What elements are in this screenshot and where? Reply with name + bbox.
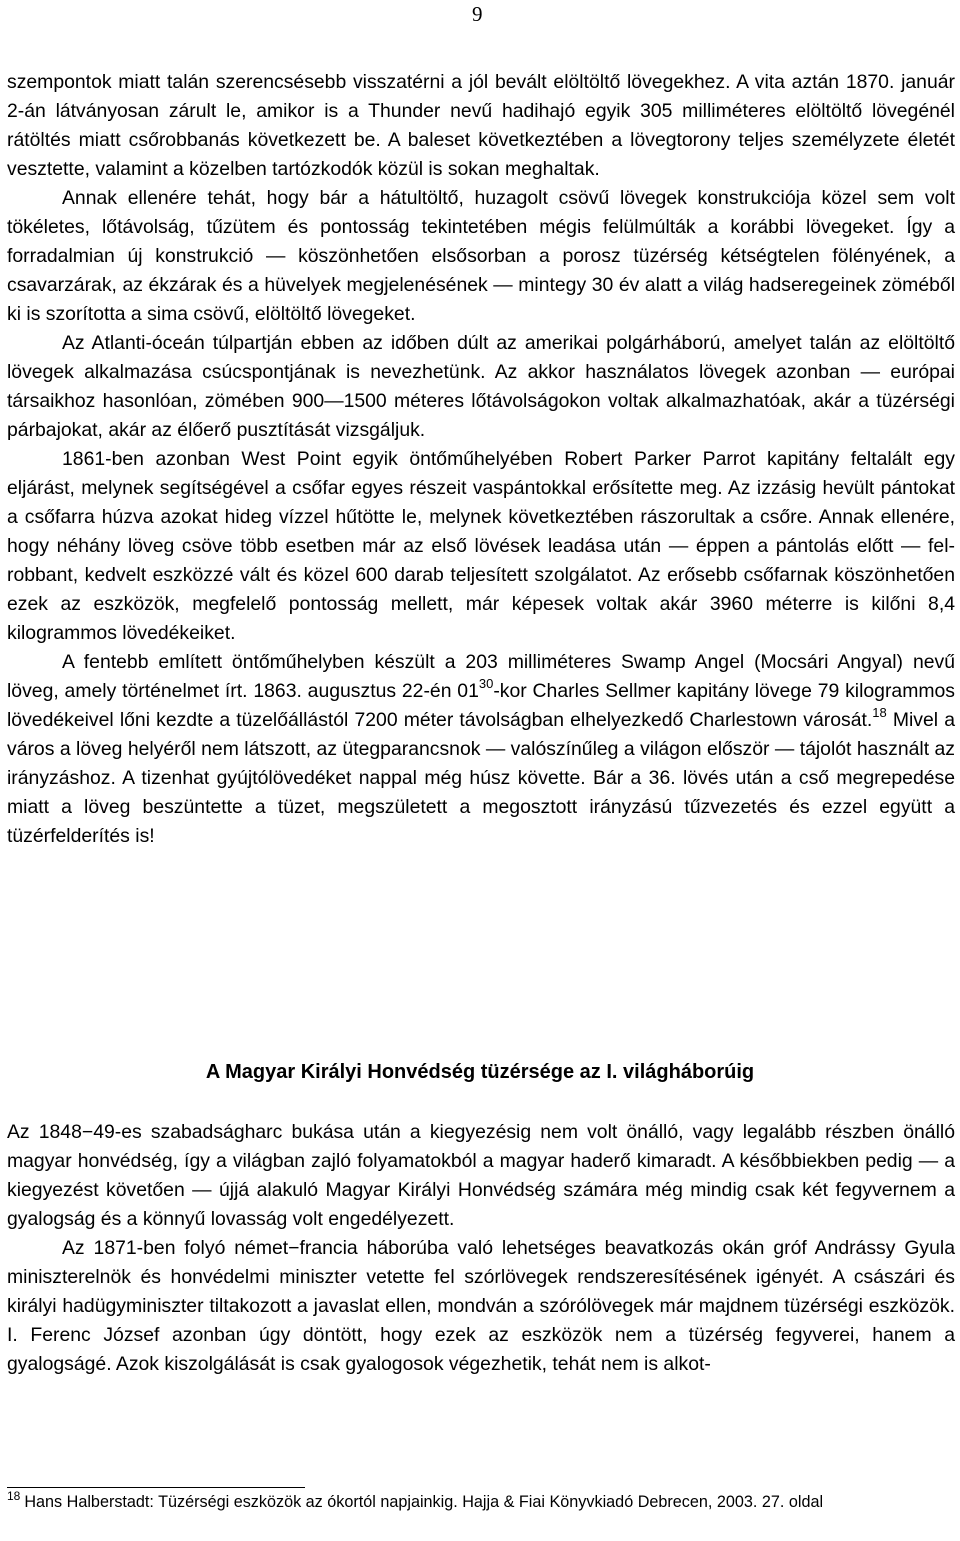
paragraph-1 bbox=[7, 68, 955, 184]
body-text-top bbox=[7, 68, 955, 851]
paragraph-7: Az 1871-ben folyó német−francia háborúba való lehetséges beavatkozás okán gróf Andrássy Gyula miniszterelnök és honvédelmi miniszter vetette fel szórlövegek rendszeresítésének igényét. A császári és királyi hadügyminiszter tiltakozott a javaslat ellen, mondván a szórólövegek már majdnem tüzérségi eszközök. I. Ferenc József azonban úgy döntött, hogy ezek az eszközök nem a tüzérség fegyverei, hanem a gyalogságé. Azok kiszolgálását is csak gyalogosok végezhetik, tehát nem is alkot- bbox=[7, 1237, 955, 1375]
paragraph-5 bbox=[7, 648, 955, 851]
footnote-marker: 18 bbox=[7, 1489, 21, 1503]
time-superscript: 30 bbox=[478, 676, 494, 691]
paragraph-4: 1861-ben azonban West Point egyik öntőműhelyében Robert Parker Parrot kapitány feltalált egy eljárást, melynek segítségével a csőfar egyes részeit vaspántokkal erősítette meg. Az izzásig hevült pántokat a csőfarra húzva azokat hideg vízzel hűtötte le, melynek következtében rászorultak a csőre. Annak ellenére, hogy néhány löveg csöve több esetben már az első lövések leadása után — éppen a pántolás előtt — felrobbant, kedvelt eszközzé vált és közel 600 darab teljesített szolgálatot. Az erősebb csőfarnak köszönhetően ezek az eszközök, megfelelő pontosság mellett, már képesek voltak akár 3960 méterre is kilőni 8,4 kilogrammos lövedékeiket. bbox=[7, 448, 955, 644]
footnote-divider bbox=[7, 1487, 305, 1488]
paragraph-5-part-3: Mivel a város a löveg helyéről nem látszott, az ütegparancsnok — valószínűleg a világon először — tájolót használt az irányzáshoz. A tizenhat gyújtólövedéket nappal még húsz követte. Bár a 36. lövés után a cső megrepedése miatt a löveg beszüntette a tüzet, megszületett a megosztott irányzású tűzvezetés és ezzel együtt a tüzérfelderítés is! bbox=[7, 709, 955, 847]
paragraph-3: Az Atlanti-óceán túlpartján ebben az időben dúlt az amerikai polgárháború, amelyet talán az elöltöltő lövegek alkalmazása csúcspontjának is nevezhetünk. Az akkor használatos lövegek azonban — európai társaikhoz hasonlóan, zömében 900—1500 méteres lőtávolságokon voltak alkalmazhatóak, akár a tüzérségi párbajokat, akár az élőerő pusztítását vizsgáljuk. bbox=[7, 332, 955, 441]
section-heading: A Magyar Királyi Honvédség tüzérsége az I. világháborúig bbox=[205, 1061, 755, 1083]
paragraph-2: Annak ellenére tehát, hogy bár a hátultöltő, huzagolt csövű lövegek konstrukciója közel sem volt tökéletes, lőtávolság, tűzütem és pontosság tekintetében mégis felülmúlták a korábbi lövegeket. Így a forradalmian új konstrukció — köszönhetően elsősorban a porosz tüzérség kétségtelen fölényének, a csavarzárak, az ékzárak és a hüvelyek megjelenésének — mintegy 30 év alatt a világ hadseregeinek zöméből ki is szorította a sima csövű, elöltöltő lövegeket. bbox=[7, 187, 955, 325]
paragraph-1-part-2: A baleset következtében a lövegtorony teljes személyzete életét vesztette, valamint a közelben tartózkodók közül is sokan meghaltak. bbox=[7, 129, 955, 180]
footnote-text: Hans Halberstadt: Tüzérségi eszközök az ókortól napjainkig. Hajja & Fiai Könyvkiadó Debrecen, 2003. 27. oldal bbox=[24, 1493, 824, 1511]
paragraph-1-part-1: szempontok miatt talán szerencsésebb visszatérni a jól bevált elöltöltő lövegekhez. A vita aztán 1870. január 2-án látványosan zárult le, amikor is a Thunder nevű hadihajó egyik 305 milliméteres elöltöltő lövegénél rátöltés miatt csőrobbanás következett be. bbox=[7, 71, 955, 151]
paragraph-5-part-2: -kor Charles Sellmer kapitány lövege 79 kilogrammos lövedékeivel lőni kezdte a tüzelőállástól 7200 méter távolságban elhelyezkedő Charlestown városát. bbox=[7, 680, 955, 731]
page-number: 9 bbox=[472, 2, 483, 26]
paragraph-5-part-1: A fentebb említett öntőműhelyben készült a 203 milliméteres Swamp Angel (Mocsári Angyal) nevű löveg, amely történelmet írt. 1863. augusztus 22-én 01 bbox=[7, 651, 955, 702]
paragraph-6: Az 1848−49-es szabadságharc bukása után a kiegyezésig nem volt önálló, vagy legalább részben önálló magyar honvédség, így a világban zajló folyamatokból a magyar haderő kimaradt. A későbbiekben pedig — a kiegyezést követően — újjá alakuló Magyar Királyi Honvédség számára még mindig csak két fegyvernem a gyalogság és a könnyű lovasság volt engedélyezett. bbox=[7, 1121, 955, 1230]
body-text-bottom bbox=[7, 1118, 955, 1379]
footnote-reference: 18 bbox=[872, 705, 887, 720]
footnote bbox=[7, 1490, 955, 1514]
